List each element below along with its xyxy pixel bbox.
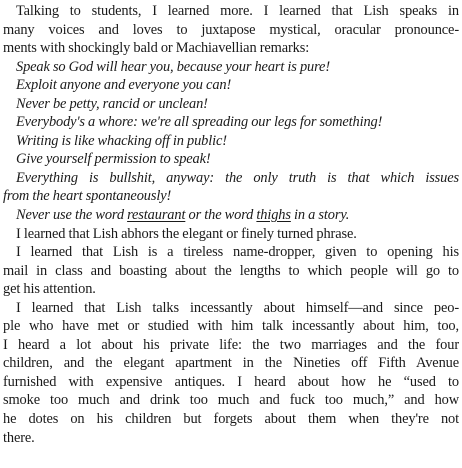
text-line: Talking to students, I learned more. I learned that Lish speaks in: [16, 3, 459, 19]
text-line: ple who have met or studied with him talk incessantly about him, too,: [3, 318, 459, 335]
italic-quote-line: Speak so God will hear you, because your heart is pure!: [16, 58, 330, 75]
text-line: many voices and loves to juxtapose mystical, oracular pronounce-: [3, 21, 459, 38]
italic-quote-line: Everybody's a whore: we're all spreading our legs for something!: [16, 114, 383, 131]
text-line: ments with shockingly bald or Machiavellian remarks:: [3, 40, 310, 57]
text-line: I learned that Lish talks incessantly about himself—and since peo-: [16, 299, 459, 316]
text-line: I learned that Lish is a tireless name-dropper, given to opening his: [16, 244, 459, 261]
italic-quote-line: Exploit anyone and everyone you can!: [16, 77, 232, 94]
document-page: [3, 2, 459, 466]
italic-quote-line: [3, 206, 459, 225]
quote-text: Never use the word: [16, 207, 128, 224]
text-line: smoke too much and drink too much and fuck too much,” and how: [3, 392, 459, 409]
italic-quote-line: from the heart spontaneously!: [3, 188, 172, 205]
text-line: I learned that Lish abhors the elegant or finely turned phrase.: [16, 225, 357, 242]
italic-quote-line: Never be petty, rancid or unclean!: [16, 95, 208, 112]
text-line: he dotes on his children but forgets about them when they're not: [3, 411, 459, 428]
italic-quote-line: Give yourself permission to speak!: [16, 151, 211, 168]
text-line: I heard a lot about his private life: the two marriages and the four: [3, 336, 459, 353]
italic-quote-line: Writing is like whacking off in public!: [16, 132, 227, 149]
underlined-word-thighs: thighs: [256, 207, 291, 224]
text-line: mail in class and boasting about the lengths to which people will go to: [3, 262, 459, 279]
text-line: children, and the elegant apartment in the Nineties off Fifth Avenue: [3, 355, 459, 372]
italic-quote-line: Everything is bullshit, anyway: the only truth is that which issues: [16, 169, 459, 186]
quote-text: or the word: [185, 207, 257, 224]
underlined-word-restaurant: restaurant: [127, 207, 186, 224]
text-line: furnished with expensive antiques. I heard about how he “used to: [3, 373, 459, 390]
quote-text: in a story.: [290, 207, 350, 224]
text-line: there.: [3, 429, 35, 446]
text-line: get his attention.: [3, 281, 96, 298]
